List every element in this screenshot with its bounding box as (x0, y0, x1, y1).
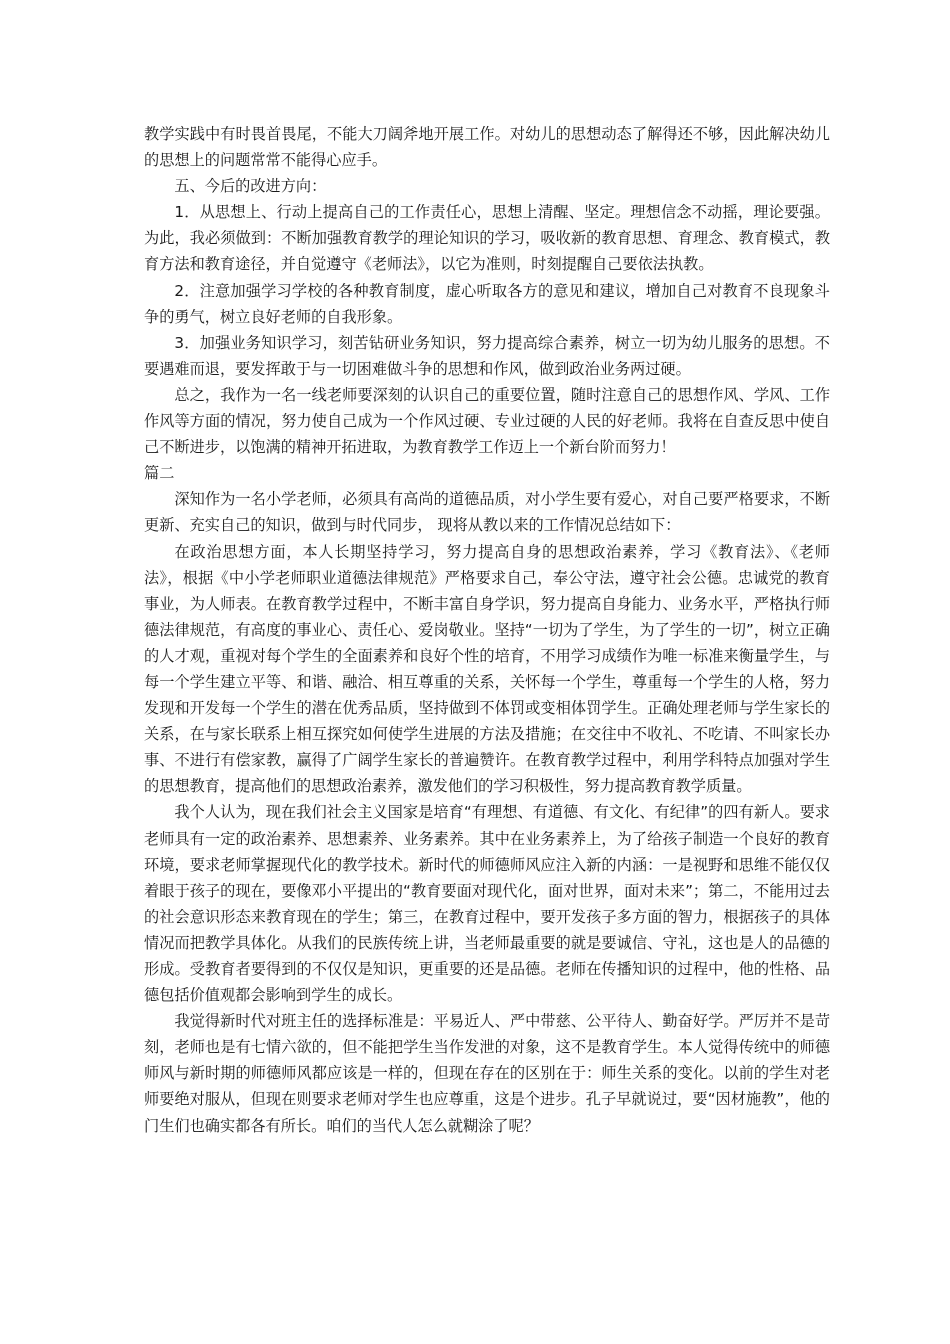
paragraph-selection-standard: 我觉得新时代对班主任的选择标准是：平易近人、严中带慈、公平待人、勤奋好学。严厉并不是苛刻，老师也是有七情六欲的，但不能把学生当作发泄的对象，这不是教育学生。本人觉得传统中的师德师风与新时期的师德师风都应该是一样的，但现在存在的区别在于：师生关系的变化。以前的学生对老师要绝对服从，但现在则要求老师对学生也应尊重，这是个进步。孔子早就说过，要“因材施教”，他的门生们也确实都各有所长。咱们的当代人怎么就糊涂了呢？ (144, 1012, 830, 1135)
section-heading-improvement: 五、今后的改进方向： (174, 177, 327, 196)
paragraph-item-2: 2．注意加强学习学校的各种教育制度，虚心听取各方的意见和建议，增加自己对教育不良现象斗争的勇气，树立良好老师的自我形象。 (144, 281, 830, 326)
paragraph-conclusion: 总之，我作为一名一线老师要深刻的认识自己的重要位置，随时注意自己的思想作风、学风、工作作风等方面的情况，努力使自己成为一个作风过硬、专业过硬的人民的好老师。我将在自查反思中使自己不断进步，以饱满的精神开拓进取，为教育教学工作迈上一个新台阶而努力！ (144, 385, 830, 457)
paragraph-intro: 深知作为一名小学老师，必须具有高尚的道德品质，对小学生要有爱心，对自己要严格要求，不断更新、充实自己的知识，做到与时代同步， 现将从教以来的工作情况总结如下： (144, 490, 830, 535)
paragraph-continuation: 教学实践中有时畏首畏尾，不能大刀阔斧地开展工作。对幼儿的思想动态了解得还不够，因此解决幼儿的思想上的问题常常不能得心应手。 (144, 125, 830, 170)
document-body (144, 121, 830, 1139)
paragraph-item-1: 1．从思想上、行动上提高自己的工作责任心，思想上清醒、坚定。理想信念不动摇，理论要强。为此，我必须做到：不断加强教育教学的理论知识的学习，吸收新的教育思想、育理念、教育模式，教育方法和教育途径，并自觉遵守《老师法》，以它为准则，时刻提醒自己要依法执教。 (144, 203, 830, 274)
section-title-part-two: 篇二 (144, 464, 175, 483)
paragraph-item-3: 3．加强业务知识学习，刻苦钻研业务知识，努力提高综合素养，树立一切为幼儿服务的思想。不要遇难而退，要发挥敢于与一切困难做斗争的思想和作风，做到政治业务两过硬。 (144, 333, 830, 378)
paragraph-personal-view: 我个人认为，现在我们社会主义国家是培育“有理想、有道德、有文化、有纪律”的四有新人。要求老师具有一定的政治素养、思想素养、业务素养。其中在业务素养上，为了给孩子制造一个良好的教育环境，要求老师掌握现代化的教学技术。新时代的师德师风应注入新的内涵：一是视野和思维不能仅仅着眼于孩子的现在，要像邓小平提出的“教育要面对现代化，面对世界，面对未来”；第二，不能用过去的社会意识形态来教育现在的学生；第三，在教育过程中，要开发孩子多方面的智力，根据孩子的具体情况而把教学具体化。从我们的民族传统上讲，当老师最重要的就是要诚信、守礼，这也是人的品德的形成。受教育者要得到的不仅仅是知识，更重要的还是品德。老师在传播知识的过程中，他的性格、品德包括价值观都会影响到学生的成长。 (144, 803, 830, 1005)
paragraph-political-thought: 在政治思想方面，本人长期坚持学习，努力提高自身的思想政治素养，学习《教育法》、《老师法》，根据《中小学老师职业道德法律规范》严格要求自己，奉公守法，遵守社会公德。忠诚党的教育事业，为人师表。在教育教学过程中，不断丰富自身学识，努力提高自身能力、业务水平，严格执行师德法律规范，有高度的事业心、责任心、爱岗敬业。坚持“一切为了学生，为了学生的一切”，树立正确的人才观，重视对每个学生的全面素养和良好个性的培育，不用学习成绩作为唯一标准来衡量学生，与每一个学生建立平等、和谐、融洽、相互尊重的关系，关怀每一个学生，尊重每一个学生的人格，努力发现和开发每一个学生的潜在优秀品质，坚持做到不体罚或变相体罚学生。正确处理老师与学生家长的关系，在与家长联系上相互探究如何使学生进展的方法及措施；在交往中不收礼、不吃请、不叫家长办事、不进行有偿家教，赢得了广阔学生家长的普遍赞许。在教育教学过程中，利用学科特点加强对学生的思想教育，提高他们的思想政治素养，激发他们的学习积极性，努力提高教育教学质量。 (144, 542, 830, 796)
